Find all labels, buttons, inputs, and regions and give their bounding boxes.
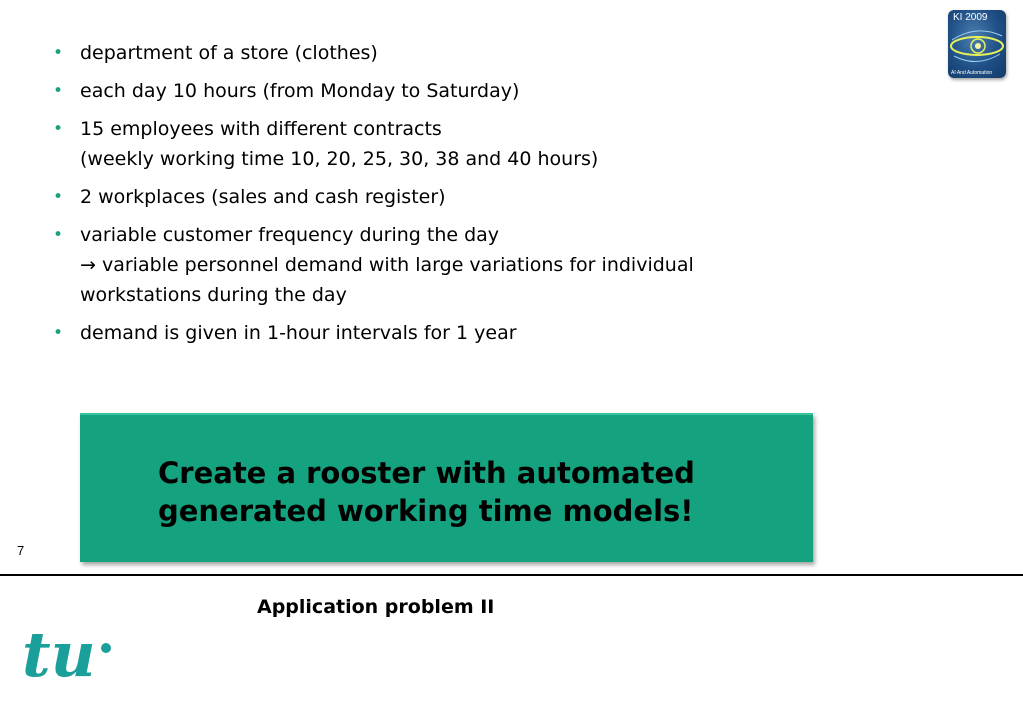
bullet-item bbox=[50, 38, 810, 68]
bullet-text: 2 workplaces (sales and cash register) bbox=[80, 186, 446, 208]
bullet-text: each day 10 hours (from Monday to Saturday) bbox=[80, 80, 520, 102]
badge-title: KI 2009 bbox=[953, 12, 988, 23]
bullet-marker: • bbox=[53, 81, 64, 101]
conference-badge-logo bbox=[948, 10, 1006, 78]
bullet-marker: • bbox=[53, 323, 64, 343]
bullet-text-continued: (weekly working time 10, 20, 25, 30, 38 and 40 hours) bbox=[80, 148, 599, 170]
badge-subtitle: AI And Automation bbox=[951, 70, 993, 76]
bullet-text-continued: workstations during the day bbox=[80, 284, 347, 306]
callout-line-1: Create a rooster with automated bbox=[158, 456, 695, 490]
bullet-item bbox=[50, 114, 810, 174]
footer-divider bbox=[0, 574, 1023, 576]
university-logo bbox=[20, 618, 116, 692]
page-number: 7 bbox=[17, 543, 25, 558]
bullet-marker: • bbox=[53, 43, 64, 63]
highlight-callout-box bbox=[80, 413, 813, 562]
bullet-text: variable customer frequency during the day bbox=[80, 224, 500, 246]
bullet-item bbox=[50, 318, 810, 348]
bullet-text: 15 employees with different contracts bbox=[80, 118, 442, 140]
bullet-text-arrow-line: variable personnel demand with large variations for individual bbox=[101, 254, 694, 276]
bullet-text: demand is given in 1-hour intervals for 1 year bbox=[80, 322, 517, 344]
callout-text bbox=[158, 454, 695, 530]
bullet-item bbox=[50, 220, 810, 310]
bullet-marker: • bbox=[53, 187, 64, 207]
bullet-text-continued bbox=[80, 250, 810, 280]
bullet-marker: • bbox=[53, 225, 64, 245]
bullet-item bbox=[50, 76, 810, 106]
bullet-item bbox=[50, 182, 810, 212]
footer-title: Application problem II bbox=[257, 596, 495, 618]
bullet-text: department of a store (clothes) bbox=[80, 42, 378, 64]
tu-logo-icon bbox=[20, 618, 116, 688]
logo-lettering: tu bbox=[22, 618, 96, 688]
bullet-marker: • bbox=[53, 119, 64, 139]
right-arrow-icon: → bbox=[80, 254, 96, 276]
callout-line-2: generated working time models! bbox=[158, 494, 694, 528]
bullet-list bbox=[50, 38, 810, 356]
